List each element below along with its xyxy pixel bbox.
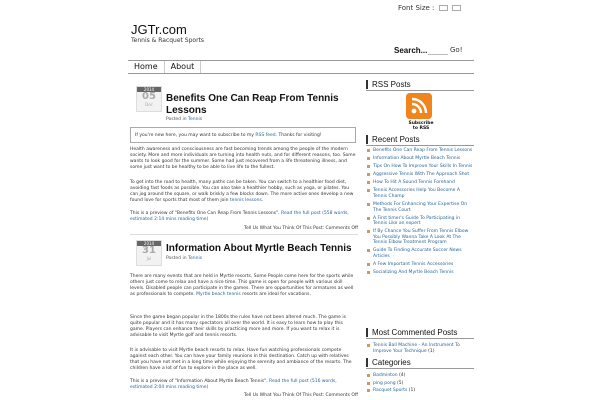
- category-link[interactable]: Racquet Sports: [373, 388, 408, 393]
- post-title-line[interactable]: Benefits One Can Reap From Tennis: [166, 93, 339, 104]
- most-commented-link[interactable]: Tennis Ball Machine - An Instrument To Improve Your Technique: [373, 343, 460, 354]
- main-nav: [128, 61, 474, 73]
- recent-posts-list: [366, 148, 474, 278]
- font-size-label: Font Size :: [398, 4, 435, 12]
- posted-in: [166, 256, 202, 261]
- post-title[interactable]: [166, 243, 352, 255]
- rss-notice-text: . Thanks for visiting!: [275, 133, 322, 138]
- nav-home[interactable]: Home: [128, 61, 165, 73]
- widget-divider: [366, 338, 474, 339]
- widget-title-bar: [366, 328, 368, 337]
- post-paragraph: Since the game began popular in the 1800s the rules have not been altered much. The game is quite popular and it has many spectators all over the world. It is easy to learn how to play this game. Players can enhance their skills by practicing more and more. If you want to relax it is advisable to visit Myrtle golf and tennis resorts.: [130, 315, 346, 338]
- recent-post-link[interactable]: Aggressive Tennis With The Approach Shot: [366, 172, 474, 178]
- post-preview: [130, 379, 358, 391]
- post-preview: [130, 211, 358, 223]
- font-size-increase-button[interactable]: [452, 5, 461, 11]
- post-preview-text: This is a preview of "Information About Myrtle Beach Tennis".: [130, 379, 268, 384]
- post-paragraph: Health awareness and consciousness are fast becoming trends among the people of the modern society. More and more individuals are turning into health nuts, and for different reasons, too. Some wants to look good for the summer. Some had just recovered from a life threatening illness, and some just want to be healthy to be able to live life to the fullest.: [130, 147, 356, 170]
- myrtle-beach-tennis-link[interactable]: Myrtle beach tennis: [196, 292, 241, 297]
- post-title-line[interactable]: Lessons: [166, 105, 207, 116]
- recent-post-link[interactable]: Socializing And Myrtle Beach Tennis: [366, 270, 474, 276]
- categories-list: [366, 373, 474, 396]
- post-title-line[interactable]: Information About Myrtle Beach Tennis: [166, 243, 352, 254]
- widget-divider: [366, 145, 474, 146]
- recent-post-link[interactable]: If By Chance You Suffer From Tennis Elbow You Possibly Wanna Take A Look At The Tennis Elbow Treatment Program: [366, 229, 474, 246]
- widget-title-bar: [366, 80, 368, 89]
- recent-post-link[interactable]: Benefits One Can Reap From Tennis Lessons: [366, 148, 474, 154]
- read-full-post-link[interactable]: Read the full post (558 words, estimated 2:14 mins reading time): [130, 211, 349, 222]
- post-paragraph-text: .: [261, 198, 264, 203]
- nav-bottom-line: [128, 73, 474, 74]
- most-commented-item: [366, 343, 474, 354]
- post-preview-text: This is a preview of "Benefits One Can Reap From Tennis Lessons".: [130, 211, 280, 216]
- comments-link[interactable]: Tell Us What You Think Of This Post: Comments Off: [244, 226, 358, 231]
- post-date-year: 2014: [137, 241, 161, 246]
- recent-post-link[interactable]: How To Hit A Sound Tennis Forehand: [366, 180, 474, 186]
- search-label: Search...: [394, 46, 428, 55]
- recent-post-link[interactable]: A First timer's Guide To Participating in Tennis Like an expert: [366, 216, 474, 227]
- comments-link[interactable]: Tell Us What You Think Of This Post: Comments Off: [244, 393, 358, 398]
- post-date-year: 2014: [137, 87, 161, 92]
- recent-post-link[interactable]: Guide To Finding Accurate Soccer News Articles: [366, 248, 474, 259]
- posted-in-label: Posted in: [166, 256, 187, 261]
- post-paragraph-text: To get into the road to health, many paths can be taken. You can switch to a healthier food diet, avoiding fast foods as possible. You can also take a healthier hobby, such as yoga, or pilates. You can jog around the square, or walk briskly a few blocks down. The more active ones develop a new found love for sports that most of them join: [130, 180, 354, 203]
- widget-title-bar: [366, 135, 368, 144]
- subscribe-rss-link[interactable]: Subscribe to RSS: [408, 121, 434, 131]
- post-paragraph: It is advisable to visit Myrtle beach resorts to relax. Have fun watching professionals compete against each other. You can have your family reunions in this destination. Catch up with relatives that you have not met in a long time while enjoying the serenity and ambiance of the resorts. The children have a lot of fun to explore in the place as well.: [130, 348, 352, 371]
- posted-in-label: Posted in: [166, 117, 187, 122]
- category-item: [366, 388, 474, 394]
- font-size-decrease-button[interactable]: [439, 5, 448, 11]
- recent-posts-title: Recent Posts: [372, 135, 420, 144]
- post-date-badge: [136, 86, 162, 112]
- posted-in: [166, 117, 202, 122]
- post-title[interactable]: [166, 93, 339, 117]
- recent-post-link[interactable]: Methods For Enhancing Your Expertise On The Tennis Court: [366, 202, 474, 213]
- recent-post-link[interactable]: A Few Important Tennis Accessories: [366, 262, 474, 268]
- category-link[interactable]: ping pong: [373, 380, 396, 386]
- post-paragraph-text: There are many events that are held in Myrtle resorts. Some People come here for the sports while others just come to relax and have a nice time. This game is open for people with various skill levels. Disabled people can participate in the games. There are opportunities for armatures as well as professionals to compete.: [130, 274, 354, 297]
- post-category-link[interactable]: Tennis: [188, 256, 203, 261]
- post-paragraph-text: resorts are ideal for vacations.: [242, 292, 311, 297]
- rss-widget-title: RSS Posts: [372, 80, 411, 89]
- rss-feed-link[interactable]: RSS feed: [255, 133, 276, 138]
- widget-title-bar: [366, 358, 368, 367]
- rss-notice-text: If you're new here, you may want to subscribe to my: [135, 133, 254, 138]
- site-title[interactable]: JGTr.com: [131, 22, 187, 37]
- post-date-month: Jul: [146, 256, 152, 261]
- widget-divider: [366, 368, 474, 369]
- post-date-month: Dec: [145, 102, 153, 107]
- post-date-day: 05: [142, 91, 156, 102]
- post-paragraph: [130, 180, 358, 204]
- post-divider: [130, 234, 358, 235]
- category-count: (5): [397, 380, 404, 386]
- comment-count: (1): [428, 348, 435, 354]
- category-item: [366, 373, 474, 379]
- category-link[interactable]: Badminton: [373, 373, 398, 378]
- search-input[interactable]: [428, 47, 448, 55]
- rss-feed-icon[interactable]: [406, 93, 432, 119]
- post-category-link[interactable]: Tennis: [188, 117, 203, 122]
- post-paragraph: [130, 274, 358, 298]
- recent-post-link[interactable]: Tennis Accessories Help You Become A Tennis Champ: [366, 188, 474, 199]
- font-size-control: [398, 4, 461, 12]
- categories-title: Categories: [372, 358, 411, 367]
- tennis-lessons-link[interactable]: tennis lessons: [229, 198, 262, 203]
- read-full-post-link[interactable]: Read the full post (516 words, estimated 2:04 mins reading time): [130, 379, 337, 390]
- search-go-button[interactable]: Go!: [450, 46, 463, 54]
- widget-divider: [366, 90, 474, 91]
- post-date-day: 31: [142, 245, 156, 256]
- recent-post-link[interactable]: Information About Myrtle Beach Tennis: [366, 156, 474, 162]
- category-count: (1): [408, 388, 416, 393]
- rss-notice-box: [130, 127, 356, 143]
- most-commented-list: [366, 343, 474, 357]
- most-commented-title: Most Commented Posts: [372, 328, 458, 337]
- nav-about[interactable]: About: [165, 61, 202, 73]
- recent-post-link[interactable]: Tips On How To Improve Your Skills In Tennis: [366, 164, 474, 170]
- site-description: Tennis & Racquet Sports: [131, 37, 205, 44]
- post-date-badge: [136, 240, 162, 266]
- category-count: (4): [399, 373, 406, 378]
- category-item: [366, 381, 474, 387]
